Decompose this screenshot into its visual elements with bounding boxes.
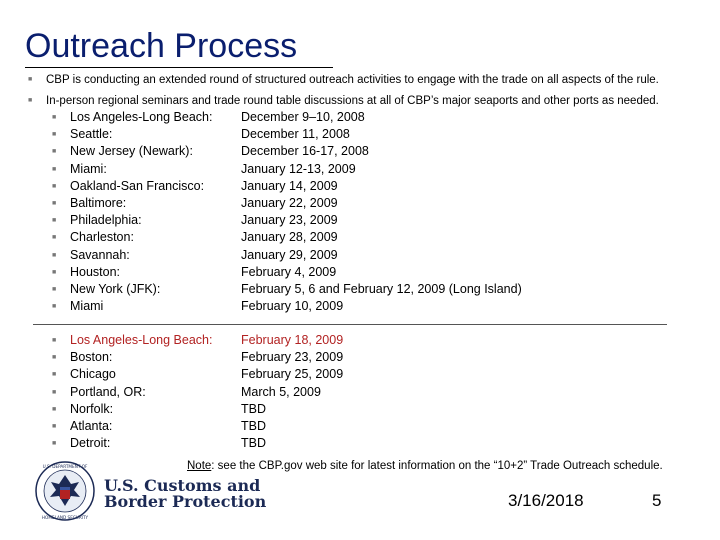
city-label: Los Angeles-Long Beach: bbox=[70, 110, 213, 124]
city-label: Charleston: bbox=[70, 230, 134, 245]
city-label: Portland, OR: bbox=[70, 384, 146, 399]
square-bullet-icon: ■ bbox=[52, 285, 57, 293]
date-label: January 28, 2009 bbox=[241, 230, 338, 245]
date-label: February 23, 2009 bbox=[241, 350, 344, 365]
logo-line-2: Border Protection bbox=[104, 492, 267, 511]
square-bullet-icon: ■ bbox=[52, 440, 57, 448]
logo-line-1: U.S. Customs and bbox=[104, 476, 261, 495]
bullet-item bbox=[28, 93, 659, 109]
date-label: February 10, 2009 bbox=[241, 299, 344, 314]
logo-wordmark bbox=[104, 478, 266, 510]
city-label: Houston: bbox=[70, 264, 121, 279]
square-bullet-icon: ■ bbox=[52, 388, 57, 396]
city-label: Oakland-San Francisco: bbox=[70, 178, 205, 193]
date-label: TBD bbox=[241, 401, 266, 416]
square-bullet-icon: ■ bbox=[52, 131, 57, 139]
bullet-text: CBP is conducting an extended round of structured outreach activities to engage with the trade on all aspects of the rule. bbox=[46, 74, 659, 86]
city-label: Atlanta: bbox=[70, 418, 113, 433]
square-bullet-icon: ■ bbox=[52, 148, 57, 156]
city-label: Savannah: bbox=[70, 247, 130, 262]
city-label: Miami bbox=[70, 299, 104, 314]
schedule-note bbox=[187, 460, 663, 472]
page-number: 5 bbox=[652, 491, 662, 510]
svg-text:U.S. DEPARTMENT OF: U.S. DEPARTMENT OF bbox=[42, 464, 88, 469]
date-label: January 29, 2009 bbox=[241, 247, 338, 262]
city-label: Chicago bbox=[70, 367, 116, 382]
note-text: : see the CBP.gov web site for latest information on the “10+2” Trade Outreach schedule. bbox=[211, 460, 663, 472]
city-label: Baltimore: bbox=[70, 195, 127, 210]
title-underline bbox=[25, 67, 333, 68]
square-bullet-icon: ■ bbox=[52, 371, 57, 379]
square-bullet-icon: ■ bbox=[52, 165, 57, 173]
date-label: February 5, 6 and February 12, 2009 (Long Island) bbox=[241, 281, 522, 296]
square-bullet-icon: ■ bbox=[52, 405, 57, 413]
date-label: January 14, 2009 bbox=[241, 178, 338, 193]
square-bullet-icon: ■ bbox=[52, 199, 57, 207]
city-label: Norfolk: bbox=[70, 401, 114, 416]
date-label: TBD bbox=[241, 418, 266, 433]
date-label: February 18, 2009 bbox=[241, 333, 344, 347]
svg-text:HOMELAND SECURITY: HOMELAND SECURITY bbox=[41, 515, 89, 520]
date-label: TBD bbox=[241, 436, 266, 451]
square-bullet-icon: ■ bbox=[28, 97, 33, 104]
section-divider bbox=[33, 324, 667, 325]
city-label: Detroit: bbox=[70, 436, 111, 451]
bullet-item bbox=[28, 72, 659, 88]
square-bullet-icon: ■ bbox=[52, 251, 57, 259]
date-label: January 12-13, 2009 bbox=[241, 161, 356, 176]
footer-date: 3/16/2018 bbox=[508, 491, 584, 510]
date-label: February 4, 2009 bbox=[241, 264, 337, 279]
city-label: Seattle: bbox=[70, 127, 113, 142]
square-bullet-icon: ■ bbox=[52, 303, 57, 311]
date-label: February 25, 2009 bbox=[241, 367, 344, 382]
square-bullet-icon: ■ bbox=[52, 354, 57, 362]
date-label: December 11, 2008 bbox=[241, 127, 350, 142]
date-label: December 16-17, 2008 bbox=[241, 144, 369, 159]
square-bullet-icon: ■ bbox=[52, 337, 57, 344]
city-label: Miami: bbox=[70, 161, 107, 176]
square-bullet-icon: ■ bbox=[52, 182, 57, 190]
city-label: New York (JFK): bbox=[70, 281, 161, 296]
city-label: Boston: bbox=[70, 350, 113, 365]
square-bullet-icon: ■ bbox=[52, 422, 57, 430]
page-title: Outreach Process bbox=[25, 27, 298, 65]
note-label: Note bbox=[187, 460, 212, 472]
date-label: January 23, 2009 bbox=[241, 213, 338, 228]
date-label: December 9–10, 2008 bbox=[241, 110, 365, 124]
date-label: January 22, 2009 bbox=[241, 195, 338, 210]
city-label: Los Angeles-Long Beach: bbox=[70, 333, 213, 347]
square-bullet-icon: ■ bbox=[28, 76, 33, 83]
date-label: March 5, 2009 bbox=[241, 384, 321, 399]
dhs-seal-icon bbox=[36, 462, 94, 520]
square-bullet-icon: ■ bbox=[52, 114, 57, 121]
city-label: New Jersey (Newark): bbox=[70, 144, 193, 159]
square-bullet-icon: ■ bbox=[52, 217, 57, 225]
city-label: Philadelphia: bbox=[70, 213, 142, 228]
square-bullet-icon: ■ bbox=[52, 234, 57, 242]
bullet-text: In-person regional seminars and trade round table discussions at all of CBP’s major seaports and other ports as needed. bbox=[46, 95, 659, 107]
square-bullet-icon: ■ bbox=[52, 268, 57, 276]
